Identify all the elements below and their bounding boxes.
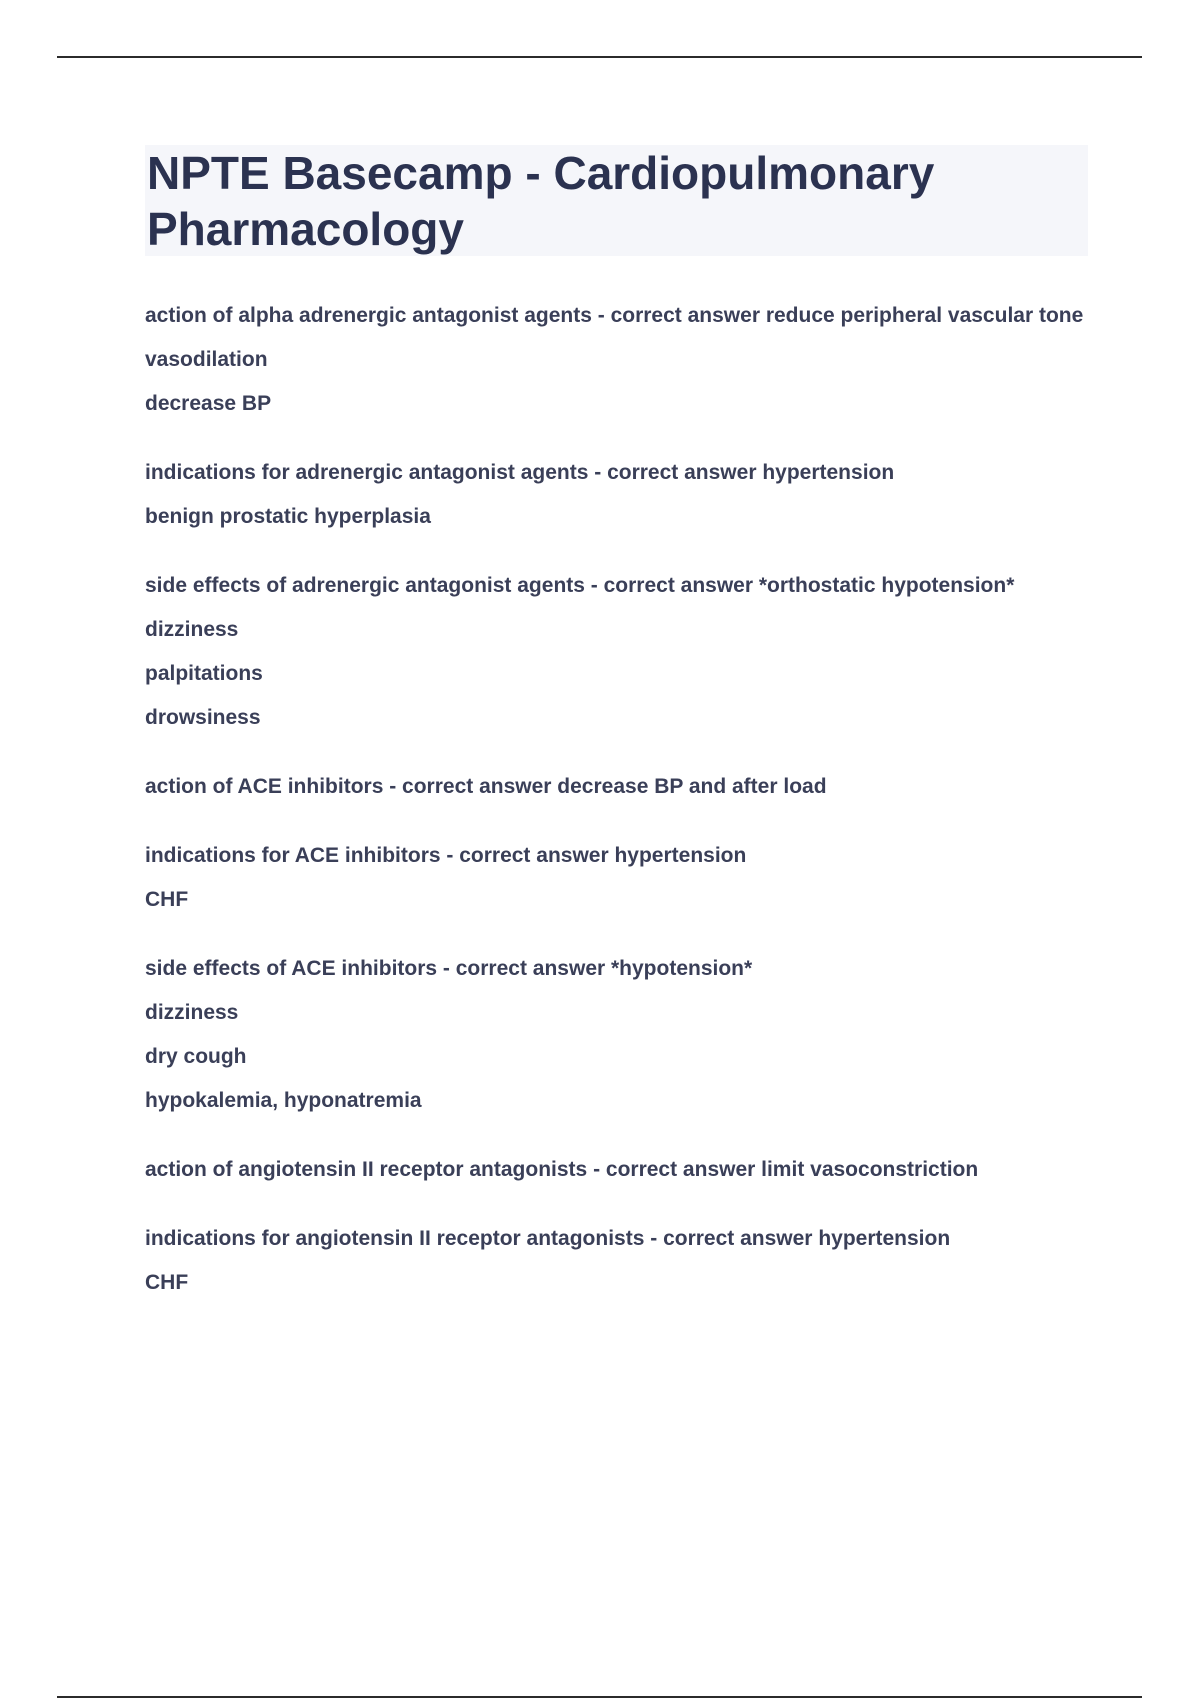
- flashcard: [145, 1157, 1088, 1183]
- page-title: NPTE Basecamp - Cardiopulmonary Pharmacology: [147, 147, 935, 255]
- answer-line: benign prostatic hyperplasia: [145, 505, 431, 528]
- question-line: [145, 1226, 1088, 1252]
- answer-separator: - correct answer: [440, 844, 615, 867]
- flashcard: [145, 460, 1088, 530]
- answer-text: *orthostatic hypotension*: [758, 574, 1015, 597]
- question-line: [145, 460, 1088, 486]
- answer-line: dizziness: [145, 618, 239, 641]
- question-line: [145, 843, 1088, 869]
- answer-line: CHF: [145, 888, 189, 911]
- answer-text: reduce peripheral vascular tone: [765, 304, 1084, 327]
- answer-line: CHF: [145, 1271, 189, 1294]
- answer-line: hypokalemia, hyponatremia: [145, 1089, 422, 1112]
- flashcard: [145, 573, 1088, 731]
- answer-separator: - correct answer: [587, 1158, 762, 1181]
- answer-separator: - correct answer: [437, 957, 611, 980]
- answer-text: hypertension: [762, 461, 895, 484]
- answer-separator: - correct answer: [383, 775, 558, 798]
- title-block: [145, 145, 1088, 256]
- answer-separator: - correct answer: [588, 461, 763, 484]
- question-text: indications for angiotensin II receptor antagonists: [145, 1227, 645, 1250]
- question-text: indications for ACE inhibitors: [145, 844, 441, 867]
- question-line: [145, 956, 1088, 982]
- flashcard-list: [145, 303, 1088, 1296]
- flashcard: [145, 303, 1088, 417]
- top-rule: [57, 56, 1142, 58]
- answer-text: decrease BP and after load: [557, 775, 827, 798]
- answer-text: hypertension: [818, 1227, 951, 1250]
- document-body: [145, 145, 1088, 1339]
- answer-separator: - correct answer: [584, 574, 759, 597]
- question-line: [145, 774, 1088, 800]
- question-text: side effects of ACE inhibitors: [145, 957, 438, 980]
- question-text: indications for adrenergic antagonist agents: [145, 461, 589, 484]
- answer-line: palpitations: [145, 662, 263, 685]
- answer-separator: - correct answer: [591, 304, 766, 327]
- answer-line: vasodilation: [145, 348, 268, 371]
- answer-text: hypertension: [614, 844, 747, 867]
- answer-text: limit vasoconstriction: [761, 1158, 979, 1181]
- answer-separator: - correct answer: [644, 1227, 819, 1250]
- flashcard: [145, 843, 1088, 913]
- question-text: action of alpha adrenergic antagonist agents: [145, 304, 592, 327]
- answer-line: decrease BP: [145, 392, 272, 415]
- answer-line: drowsiness: [145, 706, 261, 729]
- question-line: [145, 1157, 1088, 1183]
- question-line: [145, 303, 1088, 329]
- answer-text: *hypotension*: [611, 957, 753, 980]
- answer-line: dizziness: [145, 1001, 239, 1024]
- flashcard: [145, 1226, 1088, 1296]
- answer-line: dry cough: [145, 1045, 247, 1068]
- flashcard: [145, 956, 1088, 1114]
- flashcard: [145, 774, 1088, 800]
- question-text: action of ACE inhibitors: [145, 775, 384, 798]
- bottom-rule: [57, 1696, 1142, 1698]
- question-line: [145, 573, 1088, 599]
- question-text: side effects of adrenergic antagonist agents: [145, 574, 585, 597]
- question-text: action of angiotensin II receptor antagonists: [145, 1158, 588, 1181]
